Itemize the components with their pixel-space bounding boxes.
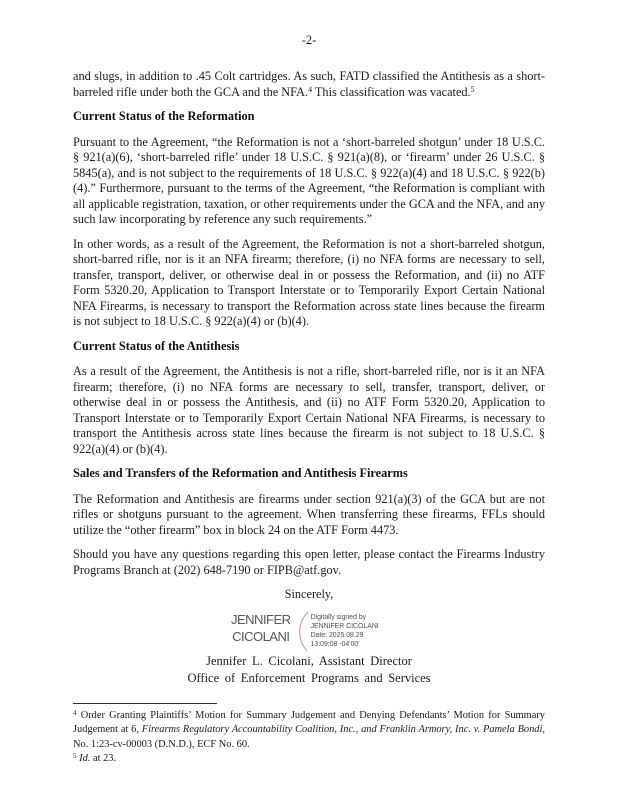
letter-body xyxy=(0,48,618,767)
signature-stamp-arc-icon xyxy=(295,610,309,652)
section-heading-sales: Sales and Transfers of the Reformation and Antithesis Firearms xyxy=(73,466,408,480)
stamp-detail-line2: JENNIFER CICOLANI xyxy=(310,622,379,630)
sales-paragraph-1: The Reformation and Antithesis are firearms under section 921(a)(3) of the GCA but are not rifles or shotguns pursuant to the agreement. When transferring these firearms, FFLs should utilize the “other firearm” box in block 24 on the ATF Form 4473. xyxy=(73,491,545,537)
stamp-detail-line4: 13:09:08 -04'00' xyxy=(310,640,360,648)
footnote-4-marker: 4 xyxy=(73,708,77,717)
intro-text-2: This classification was vacated. xyxy=(312,84,471,99)
reformation-paragraph-1: Pursuant to the Agreement, “the Reformation is not a ‘short-barreled shotgun’ under 18 U.S.C. § 921(a)(6), ‘short-barreled rifle’ under 18 U.S.C. § 921(a)(8), or ‘firearm’ under 26 U.S.C. § 5845(a), and is not subject to the requirements of 18 U.S.C. § 922(a)(4) and 18 U.S.C. § 922(b)(4).” Furthermore, pursuant to the terms of the Agreement, “the Reformation is compliant with all applicable registration, taxation, or other requirements under the GCA and the NFA, and any such law incorporating by reference any such requirements.” xyxy=(73,134,545,226)
signature-stamp-name-line1: JENNIFER xyxy=(231,611,291,627)
footnote-4-text-2: , No. 1:23-cv-00003 (D.N.D.), ECF No. 60. xyxy=(73,724,545,750)
footnotes xyxy=(73,709,545,767)
footnote-ref-4: 4 xyxy=(308,84,313,94)
signer-name-line: Jennifer L. Cicolani, Assistant Director xyxy=(206,653,412,668)
footnote-ref-5: 5 xyxy=(470,84,475,94)
footnote-5 xyxy=(73,752,545,767)
footnote-4-text-1: Order Granting Plaintiffs’ Motion for Summary Judgement and Denying Defendants’ Motion for Summary Judgement at 6, xyxy=(73,709,545,735)
footnote-4 xyxy=(73,709,545,753)
page-number: -2- xyxy=(301,33,317,47)
footnote-5-id: Id. xyxy=(79,753,91,764)
signature-stamp-details xyxy=(311,610,379,649)
signature-stamp-name-line2: CICOLANI xyxy=(232,628,290,644)
closing-line: Sincerely, xyxy=(284,587,334,601)
antithesis-paragraph-1: As a result of the Agreement, the Antithesis is not a rifle, short-barreled rifle, nor is it an NFA firearm; therefore, (i) no NFA forms are necessary to sell, transfer, transport, deliver, or otherwise deal in or possess the Antithesis, and (ii) no ATF Form 5320.20, Application to Transport Interstate or to Temporarily Export Certain National NFA Firearms, is necessary to transport the Antithesis across state lines because the firearm is not subject to 18 U.S.C. § 922(a)(4) or (b)(4). xyxy=(73,364,545,456)
intro-paragraph xyxy=(73,69,545,100)
section-heading-antithesis: Current Status of the Antithesis xyxy=(73,338,240,353)
footnote-separator xyxy=(73,703,217,704)
stamp-detail-line3: Date: 2025.08.29 xyxy=(310,631,364,639)
signature-stamp-name xyxy=(231,610,291,645)
footnote-5-marker: 5 xyxy=(73,752,77,760)
digital-signature-block xyxy=(231,610,545,652)
intro-text-1: and slugs, in addition to .45 Colt cartridges. As such, FATD classified the Antithesis as a short-barreled rifle under both the GCA and the NFA. xyxy=(73,69,545,99)
reformation-paragraph-2: In other words, as a result of the Agreement, the Reformation is not a short-barreled shotgun, short-barred rifle, nor is it an NFA firearm; therefore, (i) no NFA forms are necessary to sell, transfer, transport, deliver, or otherwise deal in or possess the Reformation, and (ii) no ATF Form 5320.20, Application to Transport Interstate or to Temporarily Export Certain National NFA Firearms, is necessary to transport the Reformation across state lines because the firearm is not subject to 18 U.S.C. § 922(a)(4) or (b)(4). xyxy=(73,236,545,328)
section-heading-reformation: Current Status of the Reformation xyxy=(73,109,255,123)
footnote-4-case-name: Firearms Regulatory Accountability Coalition, Inc., and Franklin Armory, Inc. v. Pamela Bondi xyxy=(141,724,543,735)
footnote-5-text: at 23. xyxy=(90,753,117,764)
contact-paragraph: Should you have any questions regarding this open letter, please contact the Firearms Industry Programs Branch at (202) 648-7190 or FIPB@atf.gov. xyxy=(73,547,545,577)
stamp-detail-line1: Digitally signed by xyxy=(310,613,367,621)
signer-office-line: Office of Enforcement Programs and Services xyxy=(187,670,431,685)
